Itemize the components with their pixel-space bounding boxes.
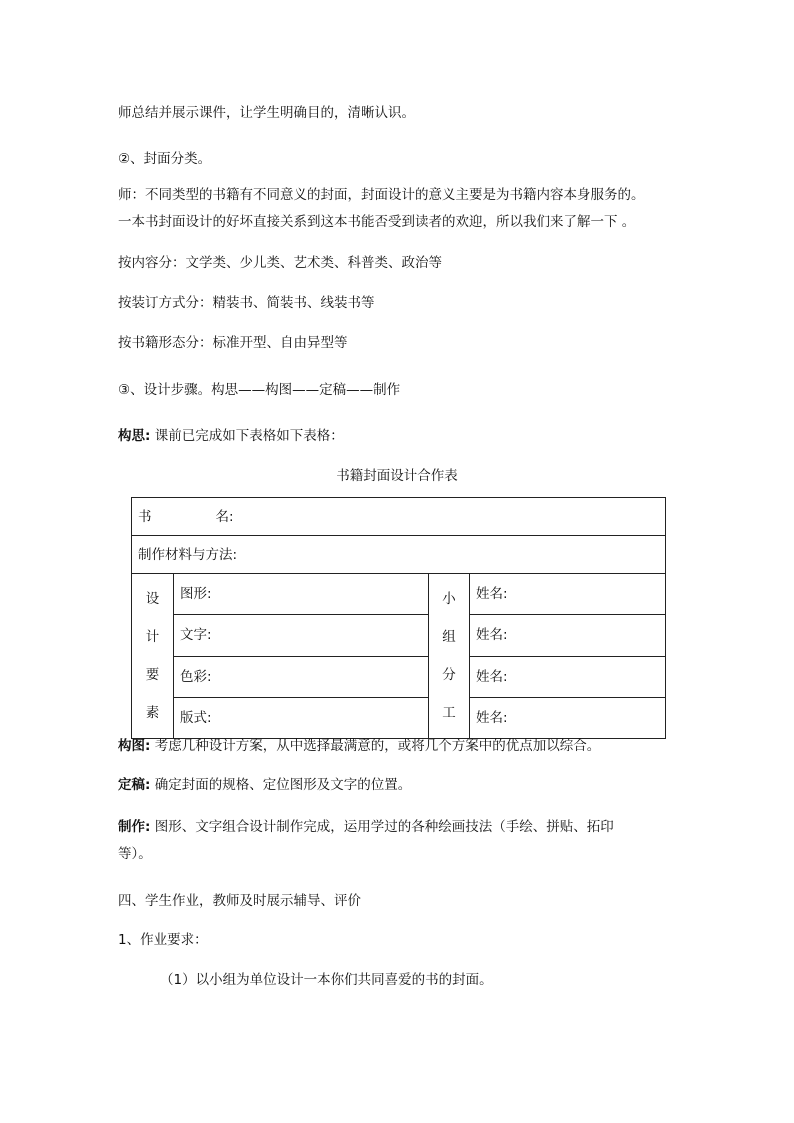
design-elements-header — [132, 574, 174, 739]
book-label-b: 名: — [215, 508, 234, 525]
heading-student-homework: 四、学生作业，教师及时展示辅导、评价 — [118, 893, 361, 909]
classification-by-binding: 按装订方式分：精装书、简装书、线装书等 — [118, 295, 375, 311]
design-char: 设 — [145, 591, 160, 607]
member-name-cell: 姓名: — [470, 697, 666, 738]
book-name-cell — [132, 498, 666, 536]
table-row — [132, 536, 666, 574]
heading-homework-requirements: 1、作业要求： — [118, 932, 208, 948]
paragraph-production-cont: 等）。 — [118, 846, 152, 862]
group-char: 工 — [442, 705, 456, 721]
design-char: 计 — [145, 629, 160, 645]
heading-design-steps: ③、设计步骤。构思——构图——定稿——制作 — [118, 382, 401, 398]
design-item-text: 文字: — [174, 615, 429, 656]
classification-by-form: 按书籍形态分：标准开型、自由异型等 — [118, 335, 348, 351]
design-item-color: 色彩: — [174, 656, 429, 697]
material-method-cell: 制作材料与方法: — [132, 536, 666, 574]
composition-label: 构图: — [118, 738, 151, 754]
table-row — [132, 697, 666, 738]
member-name-cell: 姓名: — [470, 615, 666, 656]
paragraph-cover-importance: 一本书封面设计的好坏直接关系到这本书能否受到读者的欢迎，所以我们来了解一下 。 — [118, 214, 636, 230]
design-char: 素 — [145, 705, 160, 721]
homework-item-1: （1）以小组为单位设计一本你们共同喜爱的书的封面。 — [160, 972, 493, 988]
table-row — [132, 498, 666, 536]
classification-by-content: 按内容分：文学类、少儿类、艺术类、科普类、政治等 — [118, 255, 442, 271]
group-char: 分 — [442, 667, 456, 683]
group-char: 组 — [442, 629, 456, 645]
paragraph-summary: 师总结并展示课件，让学生明确目的，清晰认识。 — [118, 105, 415, 121]
production-label: 制作: — [118, 819, 151, 835]
concept-text: 课前已完成如下表格如下表格： — [150, 428, 344, 444]
paragraph-production — [118, 818, 614, 836]
member-name-cell: 姓名: — [470, 574, 666, 615]
finalize-label: 定稿: — [118, 777, 151, 793]
book-label-a: 书 — [138, 508, 152, 525]
heading-cover-classification: ②、封面分类。 — [118, 151, 212, 167]
design-item-graphics: 图形: — [174, 574, 429, 615]
table-row — [132, 656, 666, 697]
table-row — [132, 615, 666, 656]
production-text: 图形、文字组合设计制作完成，运用学过的各种绘画技法（手绘、拼贴、拓印 — [150, 819, 614, 835]
design-item-layout: 版式: — [174, 697, 429, 738]
paragraph-composition — [118, 737, 600, 755]
paragraph-concept — [118, 427, 344, 445]
paragraph-finalize — [118, 776, 411, 794]
group-division-header — [429, 574, 470, 739]
concept-label: 构思: — [118, 428, 151, 444]
paragraph-cover-meaning: 师：不同类型的书籍有不同意义的封面，封面设计的意义主要是为书籍内容本身服务的。 — [118, 187, 645, 203]
design-char: 要 — [145, 667, 160, 683]
composition-text: 考虑几种设计方案，从中选择最满意的，或将几个方案中的优点加以综合。 — [150, 738, 601, 754]
finalize-text: 确定封面的规格、定位图形及文字的位置。 — [150, 777, 412, 793]
group-char: 小 — [442, 591, 456, 607]
member-name-cell: 姓名: — [470, 656, 666, 697]
cover-design-table — [131, 497, 666, 739]
table-row — [132, 574, 666, 615]
table-title: 书籍封面设计合作表 — [336, 468, 458, 484]
